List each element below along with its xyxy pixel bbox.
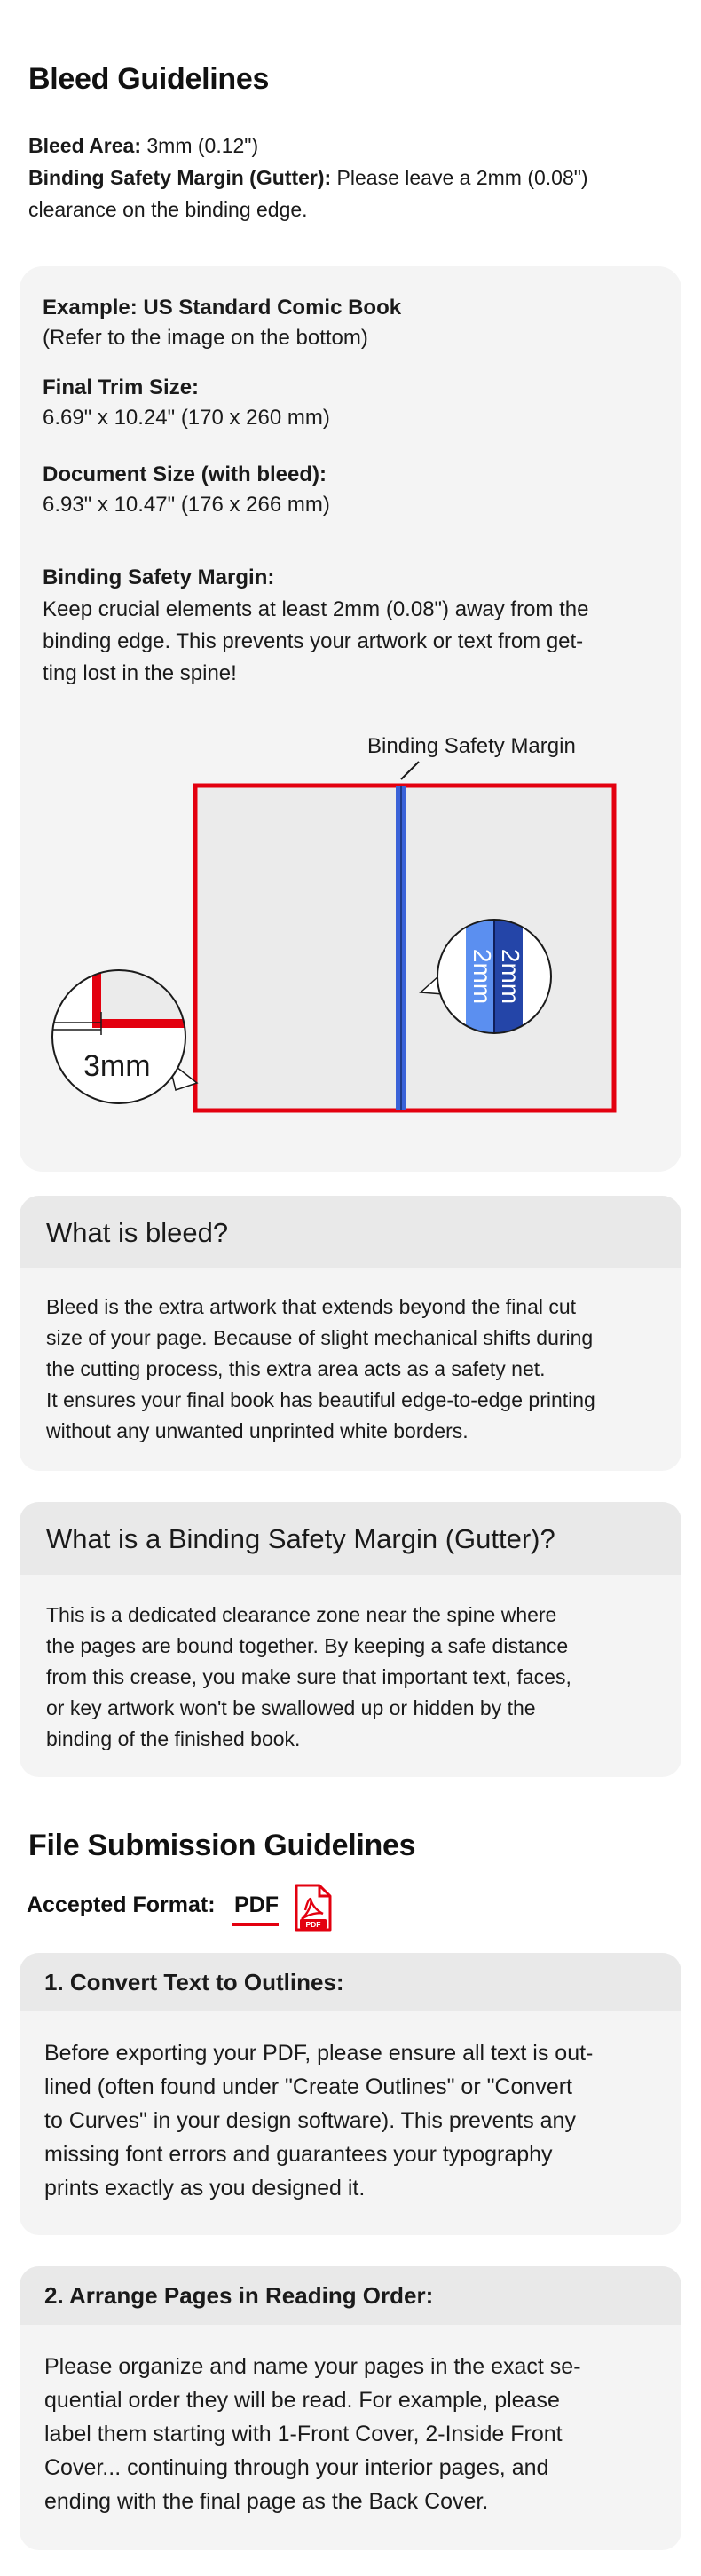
what-is-bleed-body <box>46 1292 658 1447</box>
example-heading: Example: US Standard Comic Book <box>43 296 402 320</box>
margin-label: Binding Safety Margin: <box>43 565 275 589</box>
example-note: (Refer to the image on the bottom) <box>43 326 368 350</box>
doc-size-label: Document Size (with bleed): <box>43 462 327 486</box>
bleed-area-line <box>28 130 258 162</box>
step-1-title: 1. Convert Text to Outlines: <box>44 1969 344 1995</box>
what-is-bleed-title: What is bleed? <box>46 1217 229 1248</box>
bleed-body-line: It ensures your final book has beautiful edge-to-edge printing <box>46 1388 595 1411</box>
step-1-line: to Curves" in your design software). This prevents any <box>44 2108 576 2133</box>
gutter-line-2: clearance on the binding edge. <box>28 198 308 221</box>
bleed-body-line: size of your page. Because of slight mechanical shifts during <box>46 1326 594 1349</box>
bleed-body-line: without any unwanted unprinted white borders. <box>46 1419 469 1442</box>
step-2-line: quential order they will be read. For example, please <box>44 2388 560 2413</box>
callout-pointer <box>401 762 419 779</box>
what-is-gutter-card <box>20 1502 681 1777</box>
bleed-guidelines-title: Bleed Guidelines <box>28 62 270 96</box>
gutter-label: Binding Safety Margin (Gutter): <box>28 166 332 189</box>
step-2-line: Please organize and name your pages in the exact se- <box>44 2354 581 2379</box>
trim-value: 6.69" x 10.24" (170 x 260 mm) <box>43 406 330 430</box>
step-1-body <box>44 2036 657 2205</box>
bleed-body-line: Bleed is the extra artwork that extends beyond the final cut <box>46 1295 577 1318</box>
bleed-area-value: 3mm (0.12") <box>140 134 259 157</box>
what-is-bleed-card <box>20 1196 681 1471</box>
accepted-format-label: Accepted Format: <box>27 1892 216 1917</box>
accepted-format-row <box>27 1884 382 1933</box>
step-2-line: ending with the final page as the Back Cover. <box>44 2489 489 2514</box>
bleed-body-line: the cutting process, this extra area acts as a safety net. <box>46 1357 546 1380</box>
pdf-icon-text: PDF <box>305 1920 321 1929</box>
pdf-underline <box>232 1923 279 1926</box>
gutter-body-line: from this crease, you make sure that important text, faces, <box>46 1665 571 1688</box>
gutter-value-1: Please leave a 2mm (0.08") <box>331 166 588 189</box>
gutter-body-line: or key artwork won't be swallowed up or hidden by the <box>46 1696 536 1719</box>
gutter-body-line: This is a dedicated clearance zone near the spine where <box>46 1603 557 1626</box>
step-1-line: missing font errors and guarantees your typography <box>44 2142 553 2167</box>
trim-label: Final Trim Size: <box>43 375 200 399</box>
step-2-card <box>20 2266 681 2550</box>
step-1-line: Before exporting your PDF, please ensure all text is out- <box>44 2041 594 2066</box>
step-2-line: label them starting with 1-Front Cover, 2-Inside Front <box>44 2422 563 2446</box>
step-1-line: lined (often found under "Create Outlines" or "Convert <box>44 2074 573 2099</box>
gutter-label-right: 2mm <box>497 948 524 1005</box>
gutter-label-left: 2mm <box>469 948 496 1005</box>
step-1-line: prints exactly as you designed it. <box>44 2176 366 2201</box>
file-submission-title: File Submission Guidelines <box>28 1829 416 1862</box>
gutter-line <box>28 162 588 194</box>
gutter-body-line: binding of the finished book. <box>46 1727 301 1750</box>
bleed-diagram <box>20 710 681 1172</box>
bleed-area-label: Bleed Area: <box>28 134 141 157</box>
example-card <box>20 266 681 1172</box>
step-1-card <box>20 1953 681 2235</box>
margin-line-3: ting lost in the spine! <box>43 661 237 685</box>
accepted-format-pdf: PDF <box>234 1892 279 1917</box>
what-is-gutter-body <box>46 1600 658 1755</box>
margin-line-1: Keep crucial elements at least 2mm (0.08") away from the <box>43 597 589 621</box>
bleed-3mm-label: 3mm <box>83 1049 151 1083</box>
pdf-icon <box>293 1884 334 1932</box>
doc-size-value: 6.93" x 10.47" (176 x 266 mm) <box>43 493 330 517</box>
binding-safety-margin-callout: Binding Safety Margin <box>367 734 576 758</box>
step-2-body <box>44 2350 657 2518</box>
what-is-gutter-title: What is a Binding Safety Margin (Gutter)? <box>46 1523 555 1554</box>
gutter-body-line: the pages are bound together. By keeping a safe distance <box>46 1634 569 1657</box>
step-2-line: Cover... continuing through your interior pages, and <box>44 2455 549 2480</box>
margin-line-2: binding edge. This prevents your artwork or text from get- <box>43 629 584 653</box>
step-2-title: 2. Arrange Pages in Reading Order: <box>44 2282 434 2309</box>
